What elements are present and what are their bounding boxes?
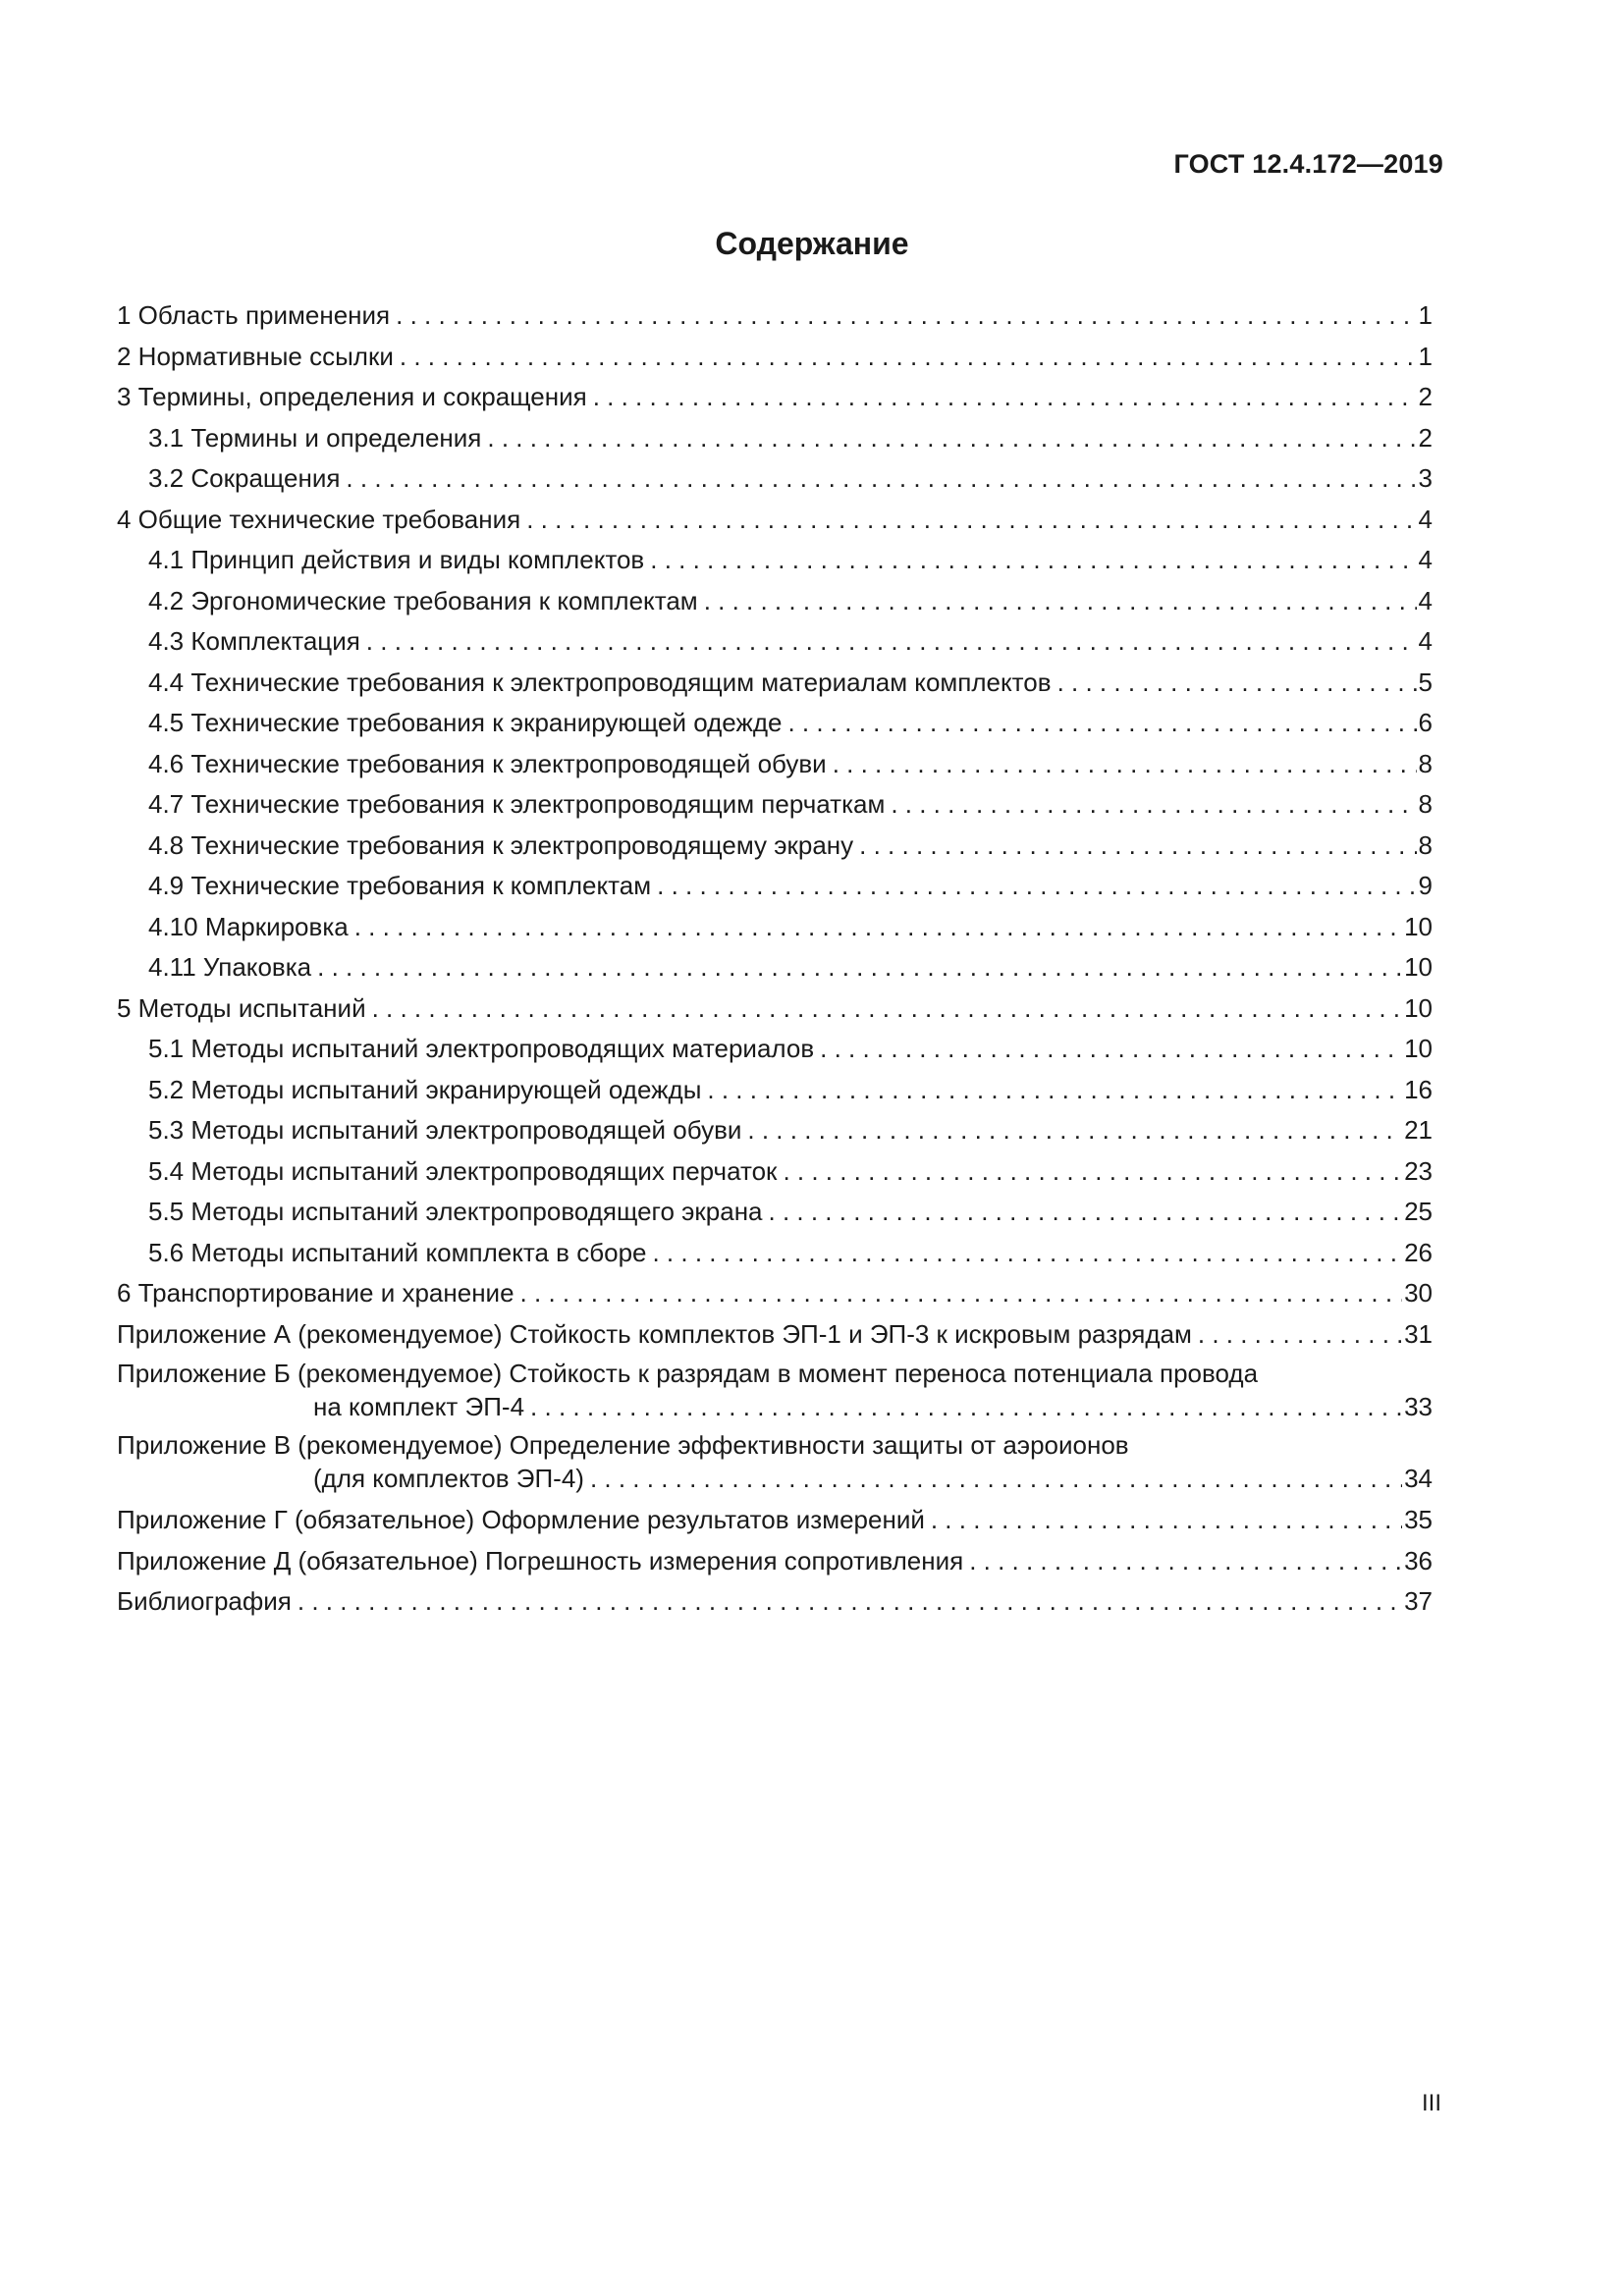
toc-entry-page: 4 [1418,504,1433,534]
toc-entry-page: 30 [1404,1278,1433,1308]
toc-entry-label: 4.9 Технические требования к комплектам [148,871,652,900]
toc-entry-page: 6 [1418,708,1433,737]
toc-dot-leader [298,1581,1402,1623]
toc-dot-leader [704,581,1417,622]
table-of-contents [117,295,1433,1623]
toc-entry-page: 4 [1418,626,1433,656]
toc-entry-page: 8 [1418,829,1433,860]
toc-dot-leader [747,1110,1402,1151]
toc-entry-label: Приложение Д (обязательное) Погрешность измерения сопротивления [117,1545,964,1575]
toc-entry-4-1[interactable] [117,540,1433,581]
toc-entry-5[interactable] [117,988,1433,1030]
toc-entry-4-3[interactable] [117,621,1433,663]
toc-dot-leader [783,1151,1402,1193]
toc-entry-appendix-b[interactable] [117,1357,1433,1423]
toc-entry-page: 35 [1404,1505,1433,1534]
toc-entry-4-11[interactable] [117,947,1433,988]
toc-entry-label: 3.1 Термины и определения [148,422,482,453]
toc-entry-page: 4 [1418,585,1433,615]
toc-entry-page: 10 [1404,911,1433,941]
toc-entry-4-2[interactable] [117,581,1433,622]
toc-entry-4-8[interactable] [117,826,1433,867]
toc-entry-5-6[interactable] [117,1233,1433,1274]
toc-dot-leader [657,866,1416,907]
toc-entry-label: 4.2 Эргономические требования к комплектам [148,585,698,615]
toc-entry-label: Приложение А (рекомендуемое) Стойкость комплектов ЭП-1 и ЭП-3 к искровым разрядам [117,1318,1192,1349]
toc-dot-leader [969,1541,1402,1582]
toc-entry-4-5[interactable] [117,703,1433,744]
toc-entry-page: 26 [1404,1237,1433,1267]
toc-dot-leader [931,1500,1402,1541]
toc-dot-leader [354,907,1402,948]
toc-entry-page: 10 [1404,952,1433,982]
toc-entry-page: 37 [1404,1586,1433,1616]
toc-dot-leader [593,377,1417,418]
toc-dot-leader [652,1233,1402,1274]
toc-entry-appendix-v[interactable] [117,1428,1433,1495]
toc-dot-leader [526,500,1416,541]
toc-entry-4-4[interactable] [117,663,1433,704]
standard-code-header: ГОСТ 12.4.172—2019 [1173,149,1443,179]
toc-dot-leader [317,947,1402,988]
toc-dot-leader [530,1390,1402,1423]
toc-entry-page: 25 [1404,1197,1433,1226]
toc-entry-label: 4.10 Маркировка [148,911,349,941]
toc-dot-leader [650,540,1416,581]
toc-entry-4[interactable] [117,500,1433,541]
toc-entry-page: 33 [1404,1392,1433,1421]
toc-entry-6[interactable] [117,1273,1433,1314]
toc-entry-5-4[interactable] [117,1151,1433,1193]
toc-dot-leader [769,1192,1403,1233]
toc-entry-4-9[interactable] [117,866,1433,907]
toc-entry-page: 10 [1404,992,1433,1023]
toc-entry-label: 4 Общие технические требования [117,504,521,534]
toc-entry-label: 4.4 Технические требования к электропроводящим материалам комплектов [148,667,1052,697]
toc-title: Содержание [715,226,909,261]
toc-entry-label: Библиография [117,1586,292,1616]
toc-dot-leader [520,1273,1403,1314]
toc-entry-1[interactable] [117,295,1433,337]
toc-entry-4-6[interactable] [117,744,1433,785]
toc-entry-page: 36 [1404,1545,1433,1575]
toc-entry-label: 2 Нормативные ссылки [117,341,394,371]
toc-entry-label: 4.1 Принцип действия и виды комплектов [148,545,645,574]
toc-entry-page: 1 [1418,300,1433,330]
toc-entry-label: 1 Область применения [117,300,391,330]
toc-entry-page: 21 [1404,1115,1433,1145]
toc-entry-label-line2: (для комплектов ЭП-4) [313,1464,584,1493]
toc-entry-label: 4.11 Упаковка [148,952,312,982]
toc-entry-page: 9 [1418,871,1433,900]
toc-entry-5-1[interactable] [117,1029,1433,1070]
toc-entry-label: Приложение Г (обязательное) Оформление результатов измерений [117,1505,925,1534]
toc-entry-page: 5 [1418,667,1433,697]
toc-entry-page: 8 [1418,789,1433,819]
toc-dot-leader [787,703,1416,744]
toc-entry-label: 4.8 Технические требования к электропроводящему экрану [148,829,854,860]
toc-dot-leader [366,621,1417,663]
toc-entry-3[interactable] [117,377,1433,418]
toc-entry-label: 5.4 Методы испытаний электропроводящих перчаток [148,1155,778,1186]
toc-entry-page: 8 [1418,748,1433,778]
toc-entry-page: 2 [1418,382,1433,411]
toc-entry-label: 5.6 Методы испытаний комплекта в сборе [148,1237,647,1267]
toc-entry-page: 31 [1404,1318,1433,1349]
toc-dot-leader [833,744,1417,785]
toc-entry-page: 23 [1404,1155,1433,1186]
toc-entry-label: 4.3 Комплектация [148,626,360,656]
toc-entry-label: 3 Термины, определения и сокращения [117,382,587,411]
toc-entry-4-7[interactable] [117,784,1433,826]
toc-entry-label: 4.7 Технические требования к электропроводящим перчаткам [148,789,886,819]
toc-entry-2[interactable] [117,337,1433,378]
toc-entry-appendix-a[interactable] [117,1314,1433,1356]
toc-entry-5-3[interactable] [117,1110,1433,1151]
toc-dot-leader [372,988,1402,1030]
toc-entry-label: 5.3 Методы испытаний электропроводящей обуви [148,1115,742,1145]
toc-entry-label-line1: Приложение В (рекомендуемое) Определение эффективности защиты от аэроионов [117,1430,1129,1460]
toc-dot-leader [590,1462,1402,1495]
toc-entry-page: 16 [1404,1074,1433,1104]
toc-entry-5-5[interactable] [117,1192,1433,1233]
toc-dot-leader [400,337,1417,378]
toc-entry-page: 34 [1404,1464,1433,1493]
toc-dot-leader [1057,663,1417,704]
toc-entry-appendix-g[interactable] [117,1500,1433,1541]
toc-dot-leader [487,418,1416,459]
toc-entry-page: 10 [1404,1034,1433,1063]
toc-dot-leader [396,295,1416,337]
toc-entry-page: 2 [1418,422,1433,453]
toc-entry-label: 5 Методы испытаний [117,992,366,1023]
toc-dot-leader [346,458,1416,500]
toc-dot-leader [859,826,1416,867]
toc-dot-leader [891,784,1416,826]
toc-dot-leader [707,1070,1402,1111]
toc-entry-page: 1 [1418,341,1433,371]
toc-entry-label: 5.5 Методы испытаний электропроводящего экрана [148,1197,763,1226]
toc-entry-label: 4.6 Технические требования к электропроводящей обуви [148,748,827,778]
toc-entry-label: 3.2 Сокращения [148,463,341,493]
toc-entry-page: 4 [1418,545,1433,574]
toc-entry-bibliography[interactable] [117,1581,1433,1623]
toc-entry-label: 5.2 Методы испытаний экранирующей одежды [148,1074,702,1104]
toc-entry-5-2[interactable] [117,1070,1433,1111]
toc-entry-label: 6 Транспортирование и хранение [117,1278,514,1308]
toc-entry-label: 4.5 Технические требования к экранирующей одежде [148,708,783,737]
toc-dot-leader [1198,1314,1402,1356]
toc-entry-4-10[interactable] [117,907,1433,948]
toc-entry-3-1[interactable] [117,418,1433,459]
toc-entry-label-line1: Приложение Б (рекомендуемое) Стойкость к разрядам в момент переноса потенциала провода [117,1359,1259,1388]
toc-entry-label: 5.1 Методы испытаний электропроводящих материалов [148,1034,815,1063]
toc-entry-appendix-d[interactable] [117,1541,1433,1582]
page-number: III [1421,2090,1441,2116]
toc-entry-3-2[interactable] [117,458,1433,500]
toc-entry-label-line2: на комплект ЭП-4 [313,1392,525,1421]
toc-dot-leader [820,1029,1402,1070]
toc-entry-page: 3 [1418,463,1433,493]
